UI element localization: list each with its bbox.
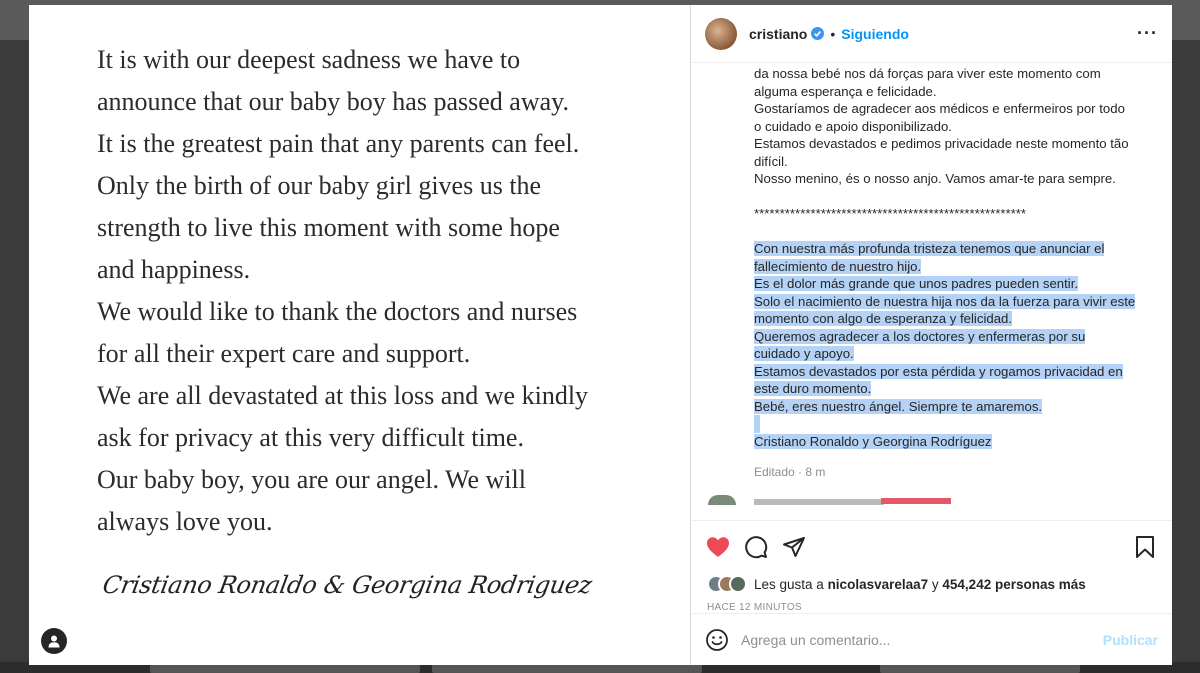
statement-text xyxy=(97,39,657,543)
caption-divider: ***************************************************** xyxy=(754,206,1026,221)
save-button[interactable] xyxy=(1132,534,1158,560)
caption-line-selected: Solo el nacimiento de nuestra hija nos da la fuerza para vivir este xyxy=(754,293,1136,309)
emoji-icon[interactable] xyxy=(705,628,729,652)
caption-line: Nosso menino, és o nosso anjo. Vamos amar-te para sempre. xyxy=(754,171,1116,186)
caption-line: o cuidado e apoio disponibilizado. xyxy=(754,118,952,134)
liker-username-link[interactable]: nicolasvarelaa7 xyxy=(827,576,929,592)
statement-line: announce that our baby boy has passed away. xyxy=(97,87,569,116)
user-icon xyxy=(47,634,61,648)
statement-line: and happiness. xyxy=(97,255,251,284)
like-button[interactable] xyxy=(705,534,731,560)
post-image xyxy=(29,5,691,665)
statement-line: Our baby boy, you are our angel. We will xyxy=(97,465,526,494)
caption-scroll-area[interactable] xyxy=(691,63,1172,520)
likes-prefix: Les gusta a xyxy=(754,576,828,592)
username-link[interactable]: cristiano xyxy=(749,25,808,42)
more-options-button[interactable]: ··· xyxy=(1137,23,1158,43)
avatar[interactable] xyxy=(708,495,736,505)
share-button[interactable] xyxy=(781,534,807,560)
caption-line: da nossa bebé nos dá forças para viver este momento com xyxy=(754,66,1101,81)
verified-badge-icon xyxy=(811,27,824,40)
comment-box xyxy=(691,613,1172,665)
tagged-users-button[interactable] xyxy=(41,628,67,654)
likes-text xyxy=(754,577,1086,592)
bookmark-icon xyxy=(1135,535,1155,559)
statement-line: Only the birth of our baby girl gives us the xyxy=(97,171,542,200)
action-bar xyxy=(691,520,1172,572)
paper-plane-icon xyxy=(782,535,806,559)
caption-line-selected: Con nuestra más profunda tristeza tenemos que anunciar el xyxy=(754,241,1105,256)
caption-line-selected: momento con algo de esperanza y felicidad. xyxy=(754,311,1013,326)
post-side-panel xyxy=(691,5,1172,665)
statement-line: It is with our deepest sadness we have to xyxy=(97,45,521,74)
comment-input[interactable] xyxy=(741,632,1103,648)
statement-line: It is the greatest pain that any parents can feel. xyxy=(97,129,580,158)
post-header xyxy=(691,5,1172,63)
statement-line: strength to live this moment with some hope xyxy=(97,213,560,242)
likes-count-link[interactable]: 454,242 personas más xyxy=(942,576,1086,592)
heart-filled-icon xyxy=(706,536,730,558)
caption-line: difícil. xyxy=(754,153,788,169)
post-caption xyxy=(754,65,1160,482)
avatar[interactable] xyxy=(705,18,737,50)
following-button[interactable]: Siguiendo xyxy=(841,25,909,42)
edited-timestamp: Editado · 8 m xyxy=(754,465,826,479)
caption-line: Estamos devastados e pedimos privacidade neste momento tão xyxy=(754,136,1129,151)
separator: • xyxy=(830,25,836,42)
post-timestamp[interactable]: HACE 12 MINUTOS xyxy=(707,602,802,613)
post-modal xyxy=(29,5,1172,665)
caption-line-selected: este duro momento. xyxy=(754,381,872,396)
likes-middle: y xyxy=(928,576,943,592)
handwritten-signature: Cristiano Ronaldo & Georgina Rodriguez xyxy=(100,571,594,599)
statement-line: We would like to thank the doctors and nurses xyxy=(97,297,578,326)
caption-signoff: Cristiano Ronaldo y Georgina Rodríguez xyxy=(754,433,992,449)
caption-line-selected: Queremos agradecer a los doctores y enfermeras por su xyxy=(754,328,1086,344)
statement-line: ask for privacy at this very difficult time. xyxy=(97,423,524,452)
caption-line: alguma esperança e felicidade. xyxy=(754,83,937,99)
caption-line-selected: Es el dolor más grande que unos padres pueden sentir. xyxy=(754,276,1079,291)
publish-button[interactable]: Publicar xyxy=(1102,631,1158,648)
likes-summary xyxy=(691,572,1172,596)
statement-line: for all their expert care and support. xyxy=(97,339,471,368)
caption-line-selected: fallecimiento de nuestro hijo. xyxy=(754,258,922,274)
caption-line-selected: cuidado y apoyo. xyxy=(754,346,854,361)
list-item xyxy=(881,498,951,504)
list-item xyxy=(754,499,884,505)
caption-line-selected: Bebé, eres nuestro ángel. Siempre te amaremos. xyxy=(754,398,1043,414)
caption-line: Gostaríamos de agradecer aos médicos e enfermeiros por todo xyxy=(754,101,1125,116)
avatar[interactable] xyxy=(729,575,747,593)
statement-line: We are all devastated at this loss and we kindly xyxy=(97,381,589,410)
statement-line: always love you. xyxy=(97,507,273,536)
comment-icon xyxy=(744,535,768,559)
caption-line-selected: Estamos devastados por esta pérdida y rogamos privacidad en xyxy=(754,363,1123,379)
comment-button[interactable] xyxy=(743,534,769,560)
